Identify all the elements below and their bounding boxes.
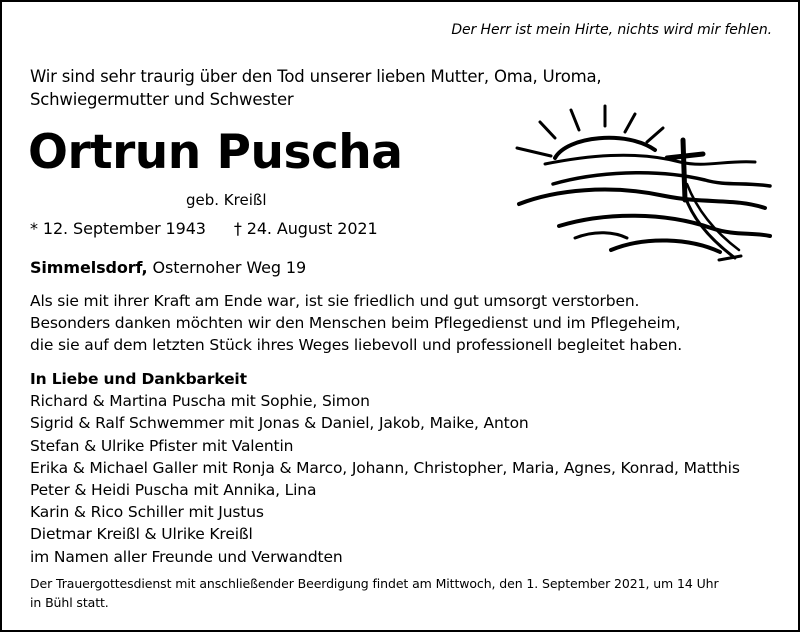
birth-name: geb. Kreißl <box>186 191 267 209</box>
signer-line: Dietmar Kreißl & Ulrike Kreißl <box>30 525 253 544</box>
life-dates <box>30 219 378 238</box>
motto-verse: Der Herr ist mein Hirte, nichts wird mir fehlen. <box>451 22 772 38</box>
signers-heading: In Liebe und Dankbarkeit <box>30 370 247 388</box>
sun-hills-cross-icon <box>515 100 775 275</box>
deceased-name: Ortrun Puscha <box>28 125 403 180</box>
address-town: Simmelsdorf, <box>30 258 148 277</box>
signer-line: Richard & Martina Puscha mit Sophie, Simon <box>30 392 370 411</box>
signer-line: Erika & Michael Galler mit Ronja & Marco, Johann, Christopher, Maria, Agnes, Konrad, Matthis <box>30 458 740 477</box>
funeral-notice-line: Der Trauergottesdienst mit anschließender Beerdigung findet am Mittwoch, den 1. September 2021, um 14 Uhr <box>30 576 719 591</box>
intro-line: Wir sind sehr traurig über den Tod unserer lieben Mutter, Oma, Uroma, <box>30 67 602 86</box>
signer-line: Peter & Heidi Puscha mit Annika, Lina <box>30 481 317 500</box>
death-date: † 24. August 2021 <box>233 219 378 238</box>
funeral-notice-line: in Bühl statt. <box>30 595 109 610</box>
message-line: Besonders danken möchten wir den Menschen beim Pflegedienst und im Pflegeheim, <box>30 314 681 332</box>
message-line: Als sie mit ihrer Kraft am Ende war, ist sie friedlich und gut umsorgt verstorben. <box>30 292 640 310</box>
signer-line: Karin & Rico Schiller mit Justus <box>30 503 264 522</box>
signer-line: im Namen aller Freunde und Verwandten <box>30 547 343 566</box>
signer-line: Sigrid & Ralf Schwemmer mit Jonas & Daniel, Jakob, Maike, Anton <box>30 414 529 433</box>
address <box>30 258 306 277</box>
intro-line: Schwiegermutter und Schwester <box>30 90 294 109</box>
funeral-notice <box>30 574 718 612</box>
message-line: die sie auf dem letzten Stück ihres Weges liebevoll und professionell begleitet haben. <box>30 336 683 354</box>
signer-line: Stefan & Ulrike Pfister mit Valentin <box>30 436 294 455</box>
address-street: Osternoher Weg 19 <box>152 258 307 277</box>
signers-block <box>30 368 740 568</box>
message-text <box>30 290 682 356</box>
birth-date: * 12. September 1943 <box>30 219 206 238</box>
